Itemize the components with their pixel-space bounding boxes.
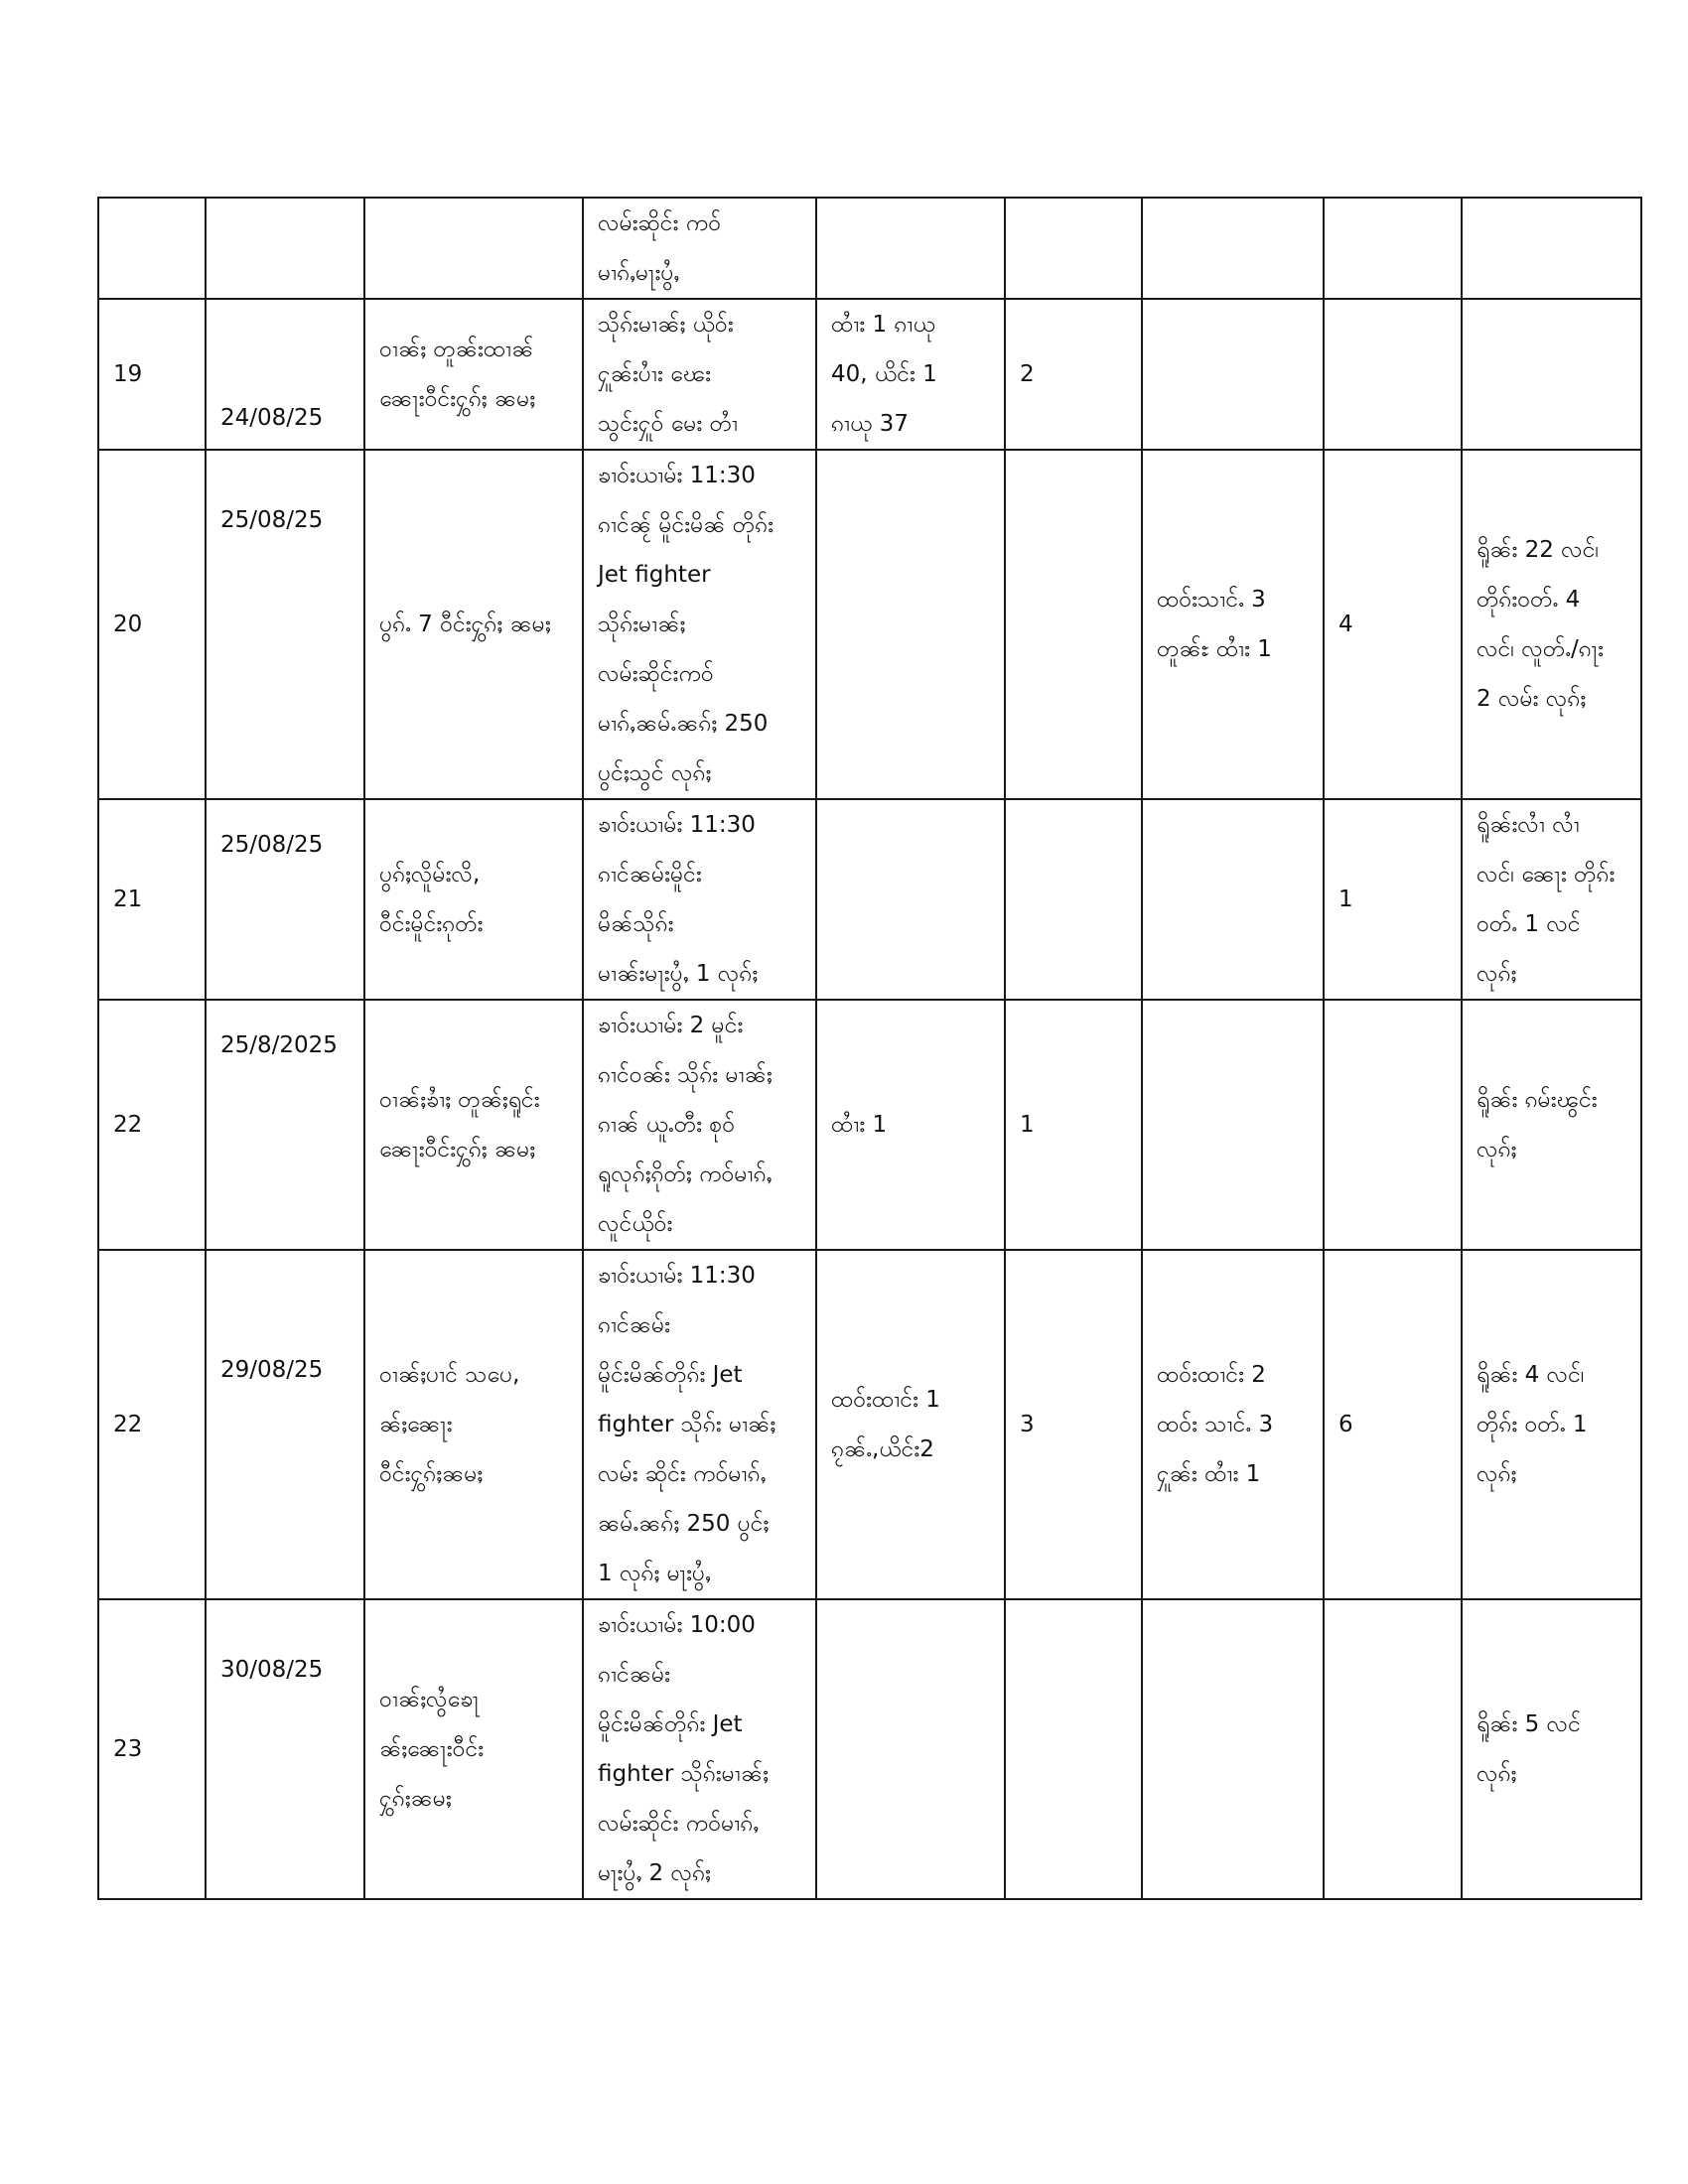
row-cell-9 (1462, 198, 1641, 299)
table-row (98, 450, 1641, 799)
row-date: 30/08/25 (206, 1599, 364, 1899)
row-cell-8 (1324, 1000, 1462, 1250)
row-cell-6 (1005, 198, 1142, 299)
row-cell-8 (1324, 198, 1462, 299)
table-row (98, 1000, 1641, 1250)
row-number: 22 (98, 1250, 206, 1599)
row-number: 20 (98, 450, 206, 799)
row-cell-9: ရိူၼ်း ၵမ်းၽွင်း လုၵ်ႈ (1462, 1000, 1641, 1250)
row-place: ဝၢၼ်ႈပၢင် သပေ, ၼ်ႈၼေႃး ဝီင်းႁွၵ်ႈၼမႈ (364, 1250, 583, 1599)
row-place (364, 198, 583, 299)
row-cell-8 (1324, 299, 1462, 450)
row-cell-6 (1005, 1599, 1142, 1899)
row-cell-9: ရိူၼ်း 22 လင်၊ တိုၵ်းဝတ်ႉ 4 လင်၊ လူတ်ႉ/ၵႃး 2 လမ်း လုၵ်ႈ (1462, 450, 1641, 799)
row-cell-9: ရိူၼ်းလၢႆ လၢႆ လင်၊ ၼေႃး တိုၵ်း ဝတ်ႉ 1 လင် လုၵ်ႈ (1462, 799, 1641, 1000)
row-cell-9: ရိူၼ်း 5 လင် လုၵ်ႈ (1462, 1599, 1641, 1899)
row-place: ပွၵ်ႉ 7 ဝီင်းႁွၵ်ႈ ၼမႈ (364, 450, 583, 799)
row-cell-6: 2 (1005, 299, 1142, 450)
row-number: 23 (98, 1599, 206, 1899)
row-cell-7 (1142, 1599, 1324, 1899)
row-cell-7 (1142, 1000, 1324, 1250)
row-cell-5 (816, 1599, 1005, 1899)
row-cell-6: 1 (1005, 1000, 1142, 1250)
row-place: ဝၢၼ်ႈၶၢႆႈ တူၼ်ႈရူင်း ၼေႃးဝီင်းႁွၵ်ႈ ၼမႈ (364, 1000, 583, 1250)
row-place: ဝၢၼ်ႈ တူၼ်းထၢၼ် ၼေႃးဝီင်းႁွၵ်ႈ ၼမႈ (364, 299, 583, 450)
row-detail: ၶၢဝ်းယၢမ်း 11:30 ၵၢင်ၼမ်း မိူင်းမိၼ်တိုၵ်း Jet fighter သိုၵ်း မၢၼ်ႈ လမ်း ဆိုင်း ကဝ်မၢၵ်ႇ ၼမ်ႉၼၵ်ႈ 250 ပွင်ႈ 1 လုၵ်ႈ မႃးပွႆႇ (583, 1250, 816, 1599)
table-row (98, 299, 1641, 450)
row-cell-7 (1142, 799, 1324, 1000)
row-cell-8: 1 (1324, 799, 1462, 1000)
row-detail: ၶၢဝ်းယၢမ်း 10:00 ၵၢင်ၼမ်း မိူင်းမိၼ်တိုၵ်း Jet fighter သိုၵ်းမၢၼ်ႈ လမ်းဆိုင်း ကဝ်မၢၵ်ႇ မႃးပွႆႇ 2 လုၵ်ႈ (583, 1599, 816, 1899)
row-number: 22 (98, 1000, 206, 1250)
row-cell-5: ထၢႆး 1 ၵၢယု 40, ယိင်း 1 ၵၢယု 37 (816, 299, 1005, 450)
incident-table (97, 197, 1642, 1900)
table-row (98, 1250, 1641, 1599)
row-cell-9 (1462, 299, 1641, 450)
row-detail: ၶၢဝ်းယၢမ်း 11:30 ၵၢင်ၼမ်းမိူင်း မိၼ်သိုၵ်း မၢၼ်းမႃးပွႆႇ 1 လုၵ်ႈ (583, 799, 816, 1000)
row-cell-7: ထဝ်းထၢင်း 2 ထဝ်း သၢင်ႉ 3 ႁူၼ်း ထၢႆး 1 (1142, 1250, 1324, 1599)
row-cell-6: 3 (1005, 1250, 1142, 1599)
row-cell-8: 6 (1324, 1250, 1462, 1599)
row-cell-5 (816, 198, 1005, 299)
row-cell-5: ထဝ်းထၢင်း 1 ၵႂၼ်ႉ,ယိင်း2 (816, 1250, 1005, 1599)
table-row (98, 799, 1641, 1000)
row-cell-6 (1005, 799, 1142, 1000)
row-date: 25/08/25 (206, 799, 364, 1000)
row-cell-8 (1324, 1599, 1462, 1899)
row-detail: ၶၢဝ်းယၢမ်း 11:30 ၵၢင်ၼႂ် မိူင်းမိၼ် တိုၵ်း Jet fighter သိုၵ်းမၢၼ်ႈ လမ်းဆိုင်းကဝ် မၢၵ်ႇၼမ်ႉၼၵ်ႈ 250 ပွင်ႈသွင် လုၵ်ႈ (583, 450, 816, 799)
row-place: ပွၵ်ႈလိူမ်းလိ, ဝီင်းမိူင်းၵုတ်း (364, 799, 583, 1000)
row-date (206, 198, 364, 299)
table-row (98, 1599, 1641, 1899)
row-detail: ၶၢဝ်းယၢမ်း 2 မူင်း ၵၢင်ဝၼ်း သိုၵ်း မၢၼ်ႈ ၵၢၼ် ယူႉတီး စုဝ် ရူလုၵ်ႈၵိုတ်ႈ ကဝ်မၢၵ်ႇ လူင်ယိုဝ်း (583, 1000, 816, 1250)
table-row (98, 198, 1641, 299)
row-number (98, 198, 206, 299)
row-detail: လမ်းဆိုင်း ကဝ် မၢၵ်ႇမႃးပွႆႇ (583, 198, 816, 299)
row-cell-7: ထဝ်းသၢင်ႉ 3 တူၼ်ႊ ထၢႆး 1 (1142, 450, 1324, 799)
row-cell-9: ရိူၼ်း 4 လင်၊ တိုၵ်း ဝတ်ႉ 1 လုၵ်ႈ (1462, 1250, 1641, 1599)
row-cell-5: ထၢႆး 1 (816, 1000, 1005, 1250)
row-date: 25/8/2025 (206, 1000, 364, 1250)
row-date: 24/08/25 (206, 299, 364, 450)
row-cell-8: 4 (1324, 450, 1462, 799)
row-date: 25/08/25 (206, 450, 364, 799)
row-cell-5 (816, 450, 1005, 799)
row-cell-7 (1142, 198, 1324, 299)
row-cell-7 (1142, 299, 1324, 450)
row-number: 21 (98, 799, 206, 1000)
row-cell-5 (816, 799, 1005, 1000)
row-detail: သိုၵ်းမၢၼ်ႈ ယိုဝ်း ႁူၼ်းပၢႆး ၽေး သွင်းႁူဝ် မေး တၢႆ (583, 299, 816, 450)
row-number: 19 (98, 299, 206, 450)
row-cell-6 (1005, 450, 1142, 799)
row-place: ဝၢၼ်ႈလွႆၶေႃ ၼ်ႈၼေႃးဝီင်း ႁွၵ်ႈၼမႈ (364, 1599, 583, 1899)
row-date: 29/08/25 (206, 1250, 364, 1599)
